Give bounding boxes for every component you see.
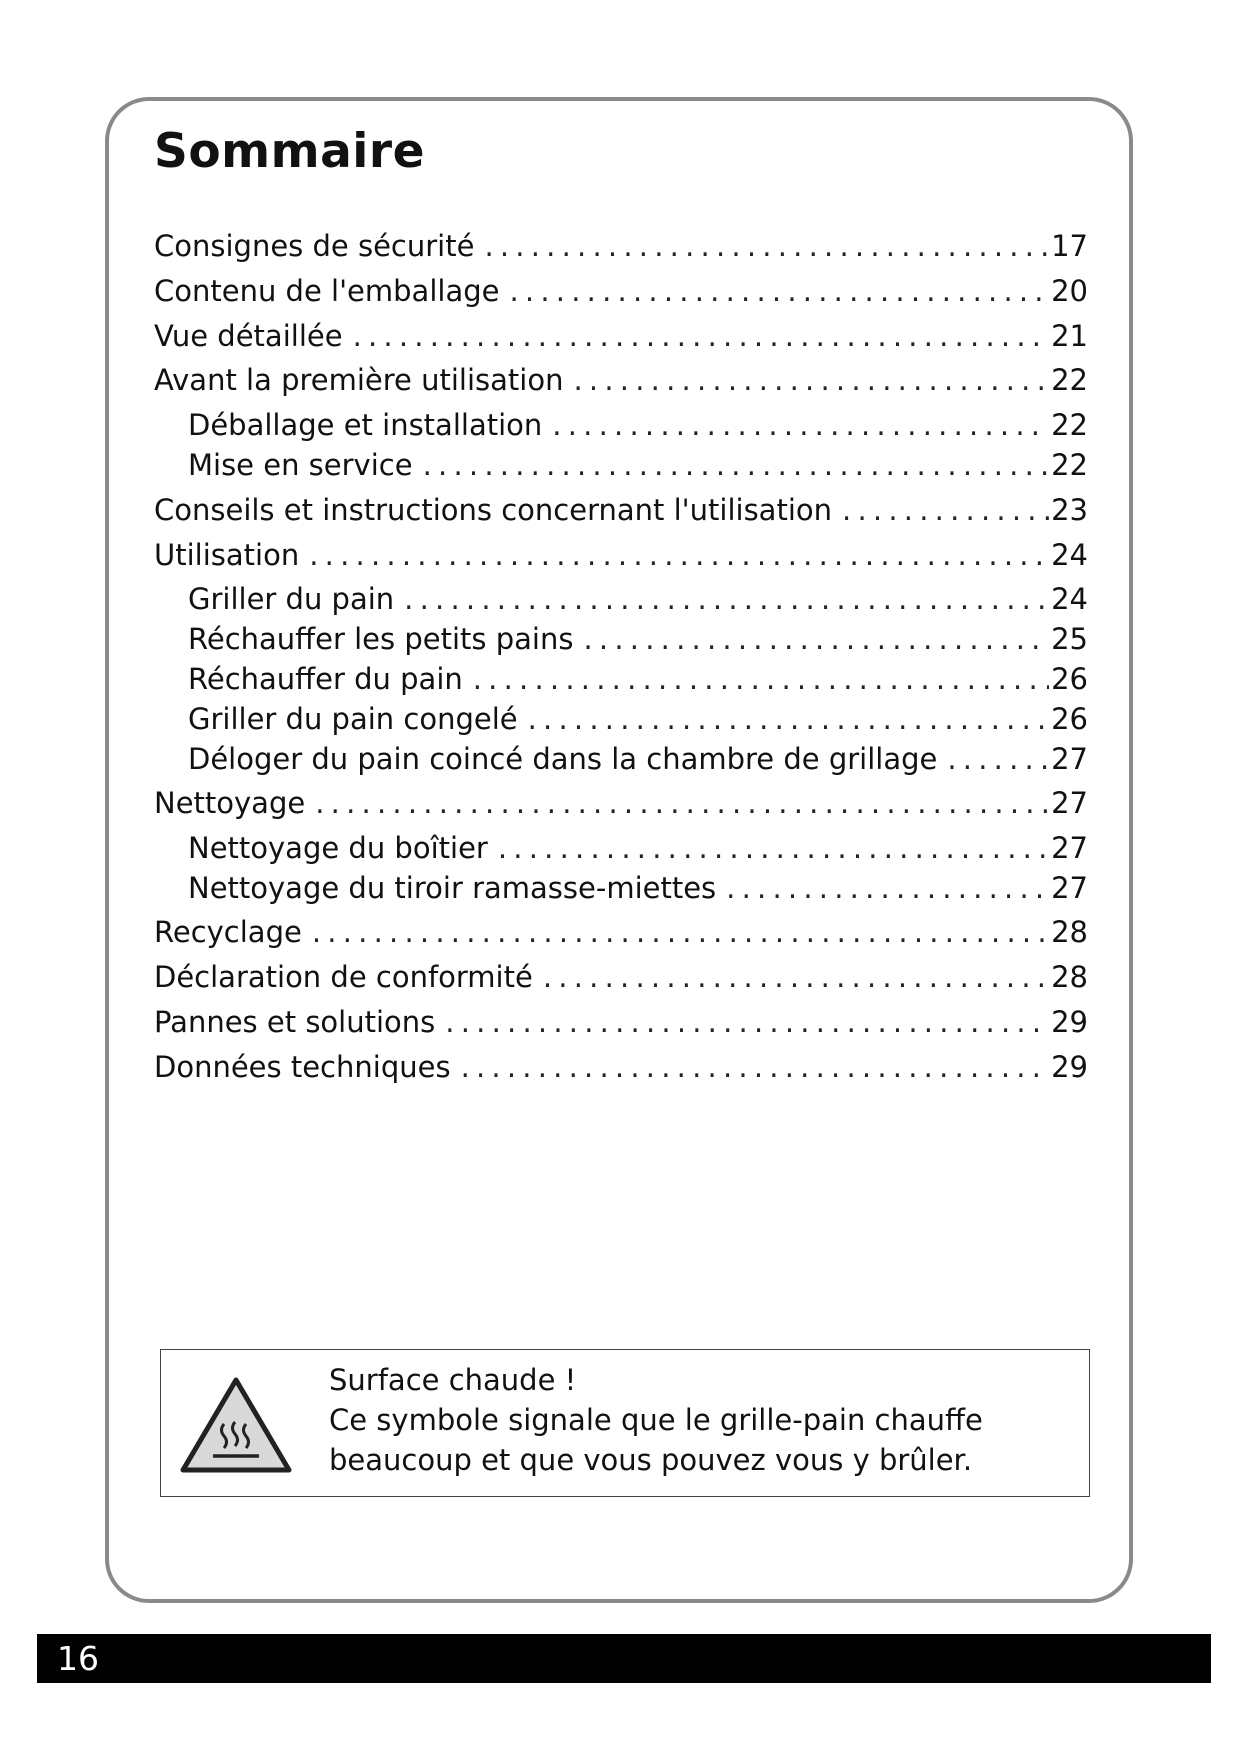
toc-dot-leader <box>353 318 1050 354</box>
toc-dot-leader <box>445 1004 1049 1040</box>
toc-entry-page: 26 <box>1051 662 1088 696</box>
toc-entry-label: Réchauffer les petits pains <box>188 622 574 656</box>
toc-entry-page: 27 <box>1051 742 1088 776</box>
toc-entry-page: 21 <box>1051 319 1088 353</box>
hot-surface-warning-icon <box>179 1376 293 1476</box>
toc-entry[interactable] <box>154 228 1088 264</box>
toc-entry[interactable] <box>154 1004 1088 1040</box>
toc-entry-label: Données techniques <box>154 1050 451 1084</box>
toc-entry[interactable] <box>188 447 1088 483</box>
toc-entry[interactable] <box>188 661 1088 697</box>
toc-entry-page: 22 <box>1051 408 1088 442</box>
toc-dot-leader <box>842 492 1049 528</box>
toc-entry-label: Contenu de l'emballage <box>154 274 500 308</box>
toc-entry-page: 27 <box>1051 831 1088 865</box>
toc-entry[interactable] <box>154 537 1088 573</box>
toc-dot-leader <box>423 447 1050 483</box>
warning-heading: Surface chaude ! <box>329 1363 577 1397</box>
toc-entry-page: 17 <box>1051 229 1088 263</box>
warning-text <box>329 1360 983 1480</box>
toc-dot-leader <box>573 362 1049 398</box>
toc-entry-label: Vue détaillée <box>154 319 343 353</box>
toc-entry-page: 24 <box>1051 582 1088 616</box>
toc-entry[interactable] <box>188 621 1088 657</box>
toc-entry-label: Griller du pain <box>188 582 395 616</box>
toc-dot-leader <box>404 581 1049 617</box>
toc-entry-page: 25 <box>1051 622 1088 656</box>
toc-entry-label: Consignes de sécurité <box>154 229 475 263</box>
toc-entry[interactable] <box>188 741 1088 777</box>
toc-entry-page: 22 <box>1051 363 1088 397</box>
toc-dot-leader <box>312 914 1049 950</box>
toc-entry[interactable] <box>188 870 1088 906</box>
toc-entry-label: Déloger du pain coincé dans la chambre de grillage <box>188 742 938 776</box>
warning-box <box>160 1349 1090 1497</box>
toc-entry-label: Utilisation <box>154 538 300 572</box>
page-title: Sommaire <box>154 124 425 179</box>
toc-entry-label: Griller du pain congelé <box>188 702 518 736</box>
toc-entry-page: 23 <box>1051 493 1088 527</box>
toc-entry[interactable] <box>154 785 1088 821</box>
toc-entry-page: 20 <box>1051 274 1088 308</box>
toc-dot-leader <box>484 228 1049 264</box>
toc-entry-label: Conseils et instructions concernant l'utilisation <box>154 493 833 527</box>
toc-entry-page: 22 <box>1051 448 1088 482</box>
toc-entry-page: 27 <box>1051 871 1088 905</box>
toc-entry-page: 28 <box>1051 915 1088 949</box>
toc-entry[interactable] <box>188 407 1088 443</box>
toc-entry[interactable] <box>154 1049 1088 1085</box>
toc-entry[interactable] <box>188 830 1088 866</box>
toc-entry-page: 28 <box>1051 960 1088 994</box>
toc-entry[interactable] <box>188 581 1088 617</box>
toc-entry-page: 26 <box>1051 702 1088 736</box>
toc-entry-label: Réchauffer du pain <box>188 662 463 696</box>
toc-entry-label: Recyclage <box>154 915 302 949</box>
toc-entry[interactable] <box>154 914 1088 950</box>
toc-entry-page: 27 <box>1051 786 1088 820</box>
footer-bar <box>37 1634 1211 1683</box>
toc-dot-leader <box>473 661 1049 697</box>
toc-entry-label: Déclaration de conformité <box>154 960 533 994</box>
toc-entry-page: 24 <box>1051 538 1088 572</box>
toc-entry-label: Avant la première utilisation <box>154 363 564 397</box>
toc-entry[interactable] <box>154 362 1088 398</box>
toc-entry-label: Pannes et solutions <box>154 1005 436 1039</box>
page-number: 16 <box>57 1639 99 1678</box>
toc-entry-label: Déballage et installation <box>188 408 543 442</box>
toc-entry[interactable] <box>154 492 1088 528</box>
toc-entry[interactable] <box>154 318 1088 354</box>
toc-entry-label: Nettoyage du tiroir ramasse-miettes <box>188 871 717 905</box>
toc-dot-leader <box>509 273 1049 309</box>
toc-entry-label: Mise en service <box>188 448 413 482</box>
toc-dot-leader <box>498 830 1049 866</box>
toc-entry[interactable] <box>154 959 1088 995</box>
toc-dot-leader <box>309 537 1049 573</box>
toc-dot-leader <box>528 701 1049 737</box>
toc-dot-leader <box>947 741 1049 777</box>
toc-entry-label: Nettoyage du boîtier <box>188 831 488 865</box>
toc-dot-leader <box>315 785 1049 821</box>
toc-entry[interactable] <box>188 701 1088 737</box>
toc-dot-leader <box>726 870 1049 906</box>
warning-line-2: beaucoup et que vous pouvez vous y brûler. <box>329 1443 973 1477</box>
toc-dot-leader <box>461 1049 1050 1085</box>
warning-line-1: Ce symbole signale que le grille-pain chauffe <box>329 1403 983 1437</box>
toc-dot-leader <box>543 959 1049 995</box>
toc-entry-page: 29 <box>1051 1005 1088 1039</box>
toc-dot-leader <box>552 407 1049 443</box>
toc-entry-page: 29 <box>1051 1050 1088 1084</box>
toc-entry-label: Nettoyage <box>154 786 306 820</box>
toc-entry[interactable] <box>154 273 1088 309</box>
toc-dot-leader <box>583 621 1049 657</box>
